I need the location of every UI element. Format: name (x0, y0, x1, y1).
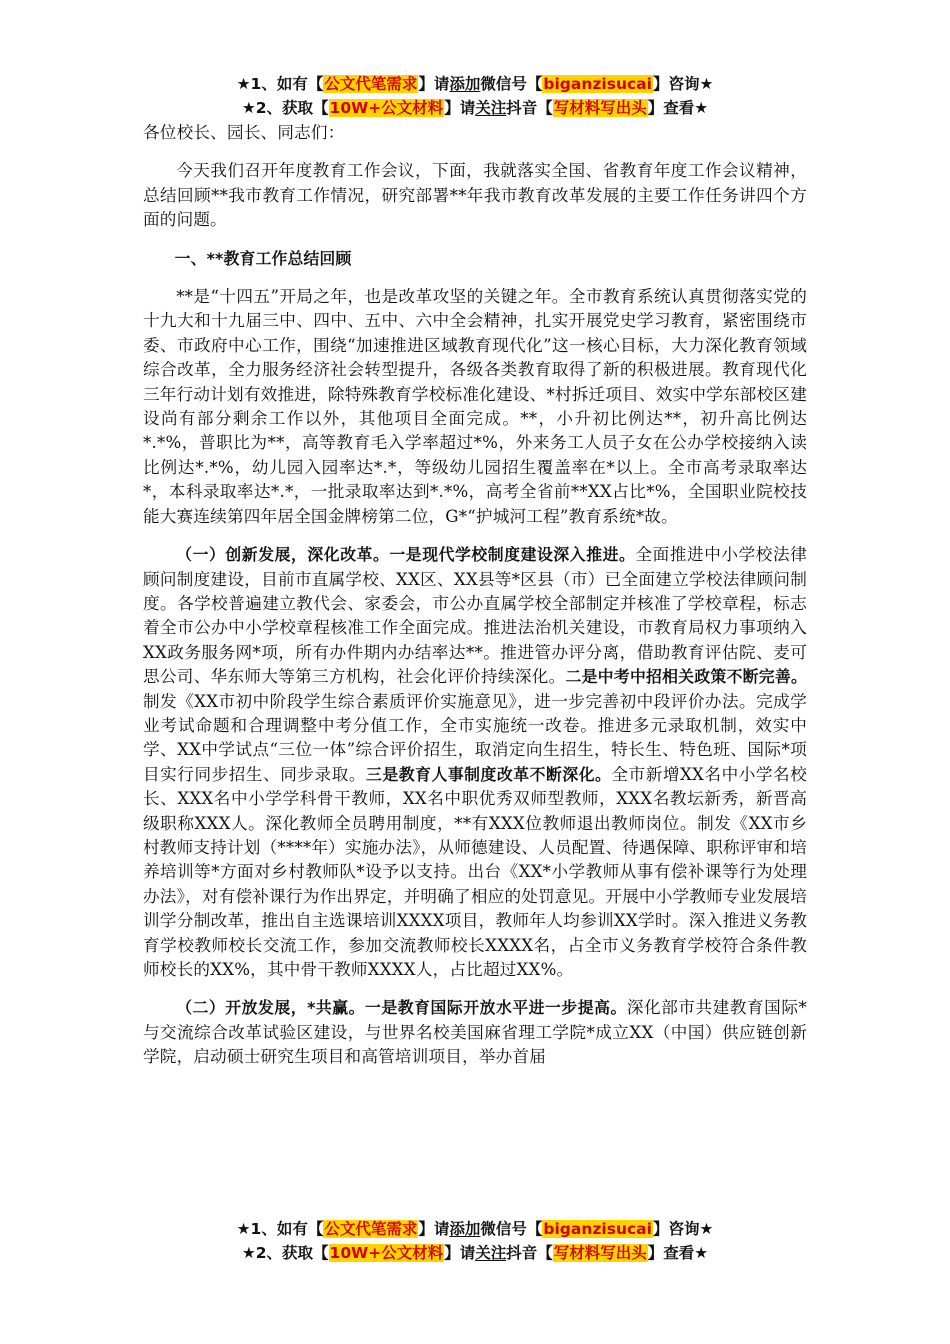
top-banner (0, 72, 950, 120)
salutation: 各位校长、园长、同志们： (143, 123, 345, 142)
highlight-service: 公文代笔需求 (324, 75, 418, 93)
subheading-personnel: 三是教育人事制度改革不断深化。 (366, 764, 612, 784)
reform-paragraph: （一）创新发展，深化改革。一是现代学校制度建设深入推进。全面推进中小学校法律顾问制度建设，目前市直属学校、XX区、XX县等*区县（市）已全面建立学校法律顾问制度。各学校普遍建立教代会、家委会，市公办直属学校全部制定并核准了学校章程，标志着全市公办中小学校章程核准工作全面完成。推进法治机关建设，市教育局权力事项纳入XX政务服务网*项，所有办件期内办结率达**。推进管办评分离，借助教育评估院、麦可思公司、华东师大等第三方机构，社会化评价持续深化。二是中考中招相关政策不断完善。制发《XX市初中阶段学生综合素质评价实施意见》，进一步完善初中段评价办法。完成学业考试命题和合理调整中考分值工作，全市实施统一改卷。推进多元录取机制，效实中学、XX中学试点“三位一体”综合评价招生，取消定向生招生，特长生、特色班、国际*项目实行同步招生、同步录取。三是教育人事制度改革不断深化。全市新增XX名中小学名校长、XXX名中小学学科骨干教师，XX名中职优秀双师型教师，XXX名教坛新秀，新晋高级职称XXX人。深化教师全员聘用制度，**有XXX位教师退出教师岗位。制发《XX市乡村教师支持计划（****年）实施办法》，从师德建设、人员配置、待遇保障、职称评审和培养培训等*方面对乡村教师队*设予以支持。出台《XX*小学教师从事有偿补课等行为处理办法》，对有偿补课行为作出界定，并明确了相应的处罚意见。开展中小学教师专业发展培训学分制改革，推出自主选课培训XXXX项目，教师年人均参训XX学时。深入推进义务教育学校教师校长交流工作，参加交流教师校长XXXX名，占全市义务教育学校符合条件教师校长的XX%，其中骨干教师XXXX人，占比超过XX%。 (143, 545, 807, 979)
banner-line-2: ★2、获取【10W+公文材料】请关注抖音【写材料写出头】查看★ (241, 99, 709, 117)
openness-paragraph: （二）开放发展，*共赢。一是教育国际开放水平进一步提高。深化部市共建教育国际*与交流综合改革试验区建设，与世界名校美国麻省理工学院*成立XX（中国）供应链创新学院，启动硕士研究生项目和高管培训项目，举办首届 (143, 998, 807, 1067)
highlight-materials: 10W+公文材料 (329, 99, 444, 117)
highlight-service: 公文代笔需求 (324, 1220, 418, 1238)
highlight-materials: 10W+公文材料 (329, 1244, 444, 1262)
banner-line-2: ★2、获取【10W+公文材料】请关注抖音【写材料写出头】查看★ (241, 1244, 709, 1262)
highlight-douyin: 写材料写出头 (553, 99, 647, 117)
banner-line-1: ★1、如有【公文代笔需求】请添加微信号【biganzisucai】咨询★ (236, 75, 714, 93)
banner-line-1: ★1、如有【公文代笔需求】请添加微信号【biganzisucai】咨询★ (236, 1220, 714, 1238)
highlight-wechat-id: biganzisucai (543, 75, 652, 93)
summary-paragraph: **是“十四五”开局之年，也是改革攻坚的关键之年。全市教育系统认真贯彻落实党的十九大和十九届三中、四中、五中、六中全会精神，扎实开展党史学习教育，紧密围绕市委、市政府中心工作，围绕“加速推进区域教育现代化”这一核心目标，大力深化教育领域综合改革，全力服务经济社会转型提升，各级各类教育取得了新的积极进展。教育现代化三年行动计划有效推进，除特殊教育学校标准化建设、*村拆迁项目、效实中学东部校区建设尚有部分剩余工作以外，其他项目全面完成。**，小升初比例达**，初升高比例达*.*%，普职比为**，高等教育毛入学率超过*%，外来务工人员子女在公办学校接纳入读比例达*.*%，幼儿园入园率达*.*，等级幼儿园招生覆盖率在*以上。全市高考录取率达*，本科录取率达*.*，一批录取率达到*.*%，高考全省前**XX占比*%，全国职业院校技能大赛连续第四年居全国金牌榜第二位，G*“护城河工程”教育系统*故。 (143, 287, 807, 526)
document-body (143, 121, 807, 1070)
subheading-exam-policy: 二是中考中招相关政策不断完善。 (565, 667, 807, 687)
bottom-banner (0, 1217, 950, 1265)
subheading-innovation: （一）创新发展，深化改革。一是现代学校制度建设深入推进。 (176, 545, 636, 565)
section-heading: 一、**教育工作总结回顾 (174, 248, 352, 268)
intro-paragraph: 今天我们召开年度教育工作会议，下面，我就落实全国、省教育年度工作会议精神，总结回顾**我市教育工作情况，研究部署**年我市教育改革发展的主要工作任务讲四个方面的问题。 (143, 161, 807, 230)
subheading-openness: （二）开放发展，*共赢。一是教育国际开放水平进一步提高。 (176, 998, 627, 1018)
highlight-wechat-id: biganzisucai (543, 1220, 652, 1238)
highlight-douyin: 写材料写出头 (553, 1244, 647, 1262)
